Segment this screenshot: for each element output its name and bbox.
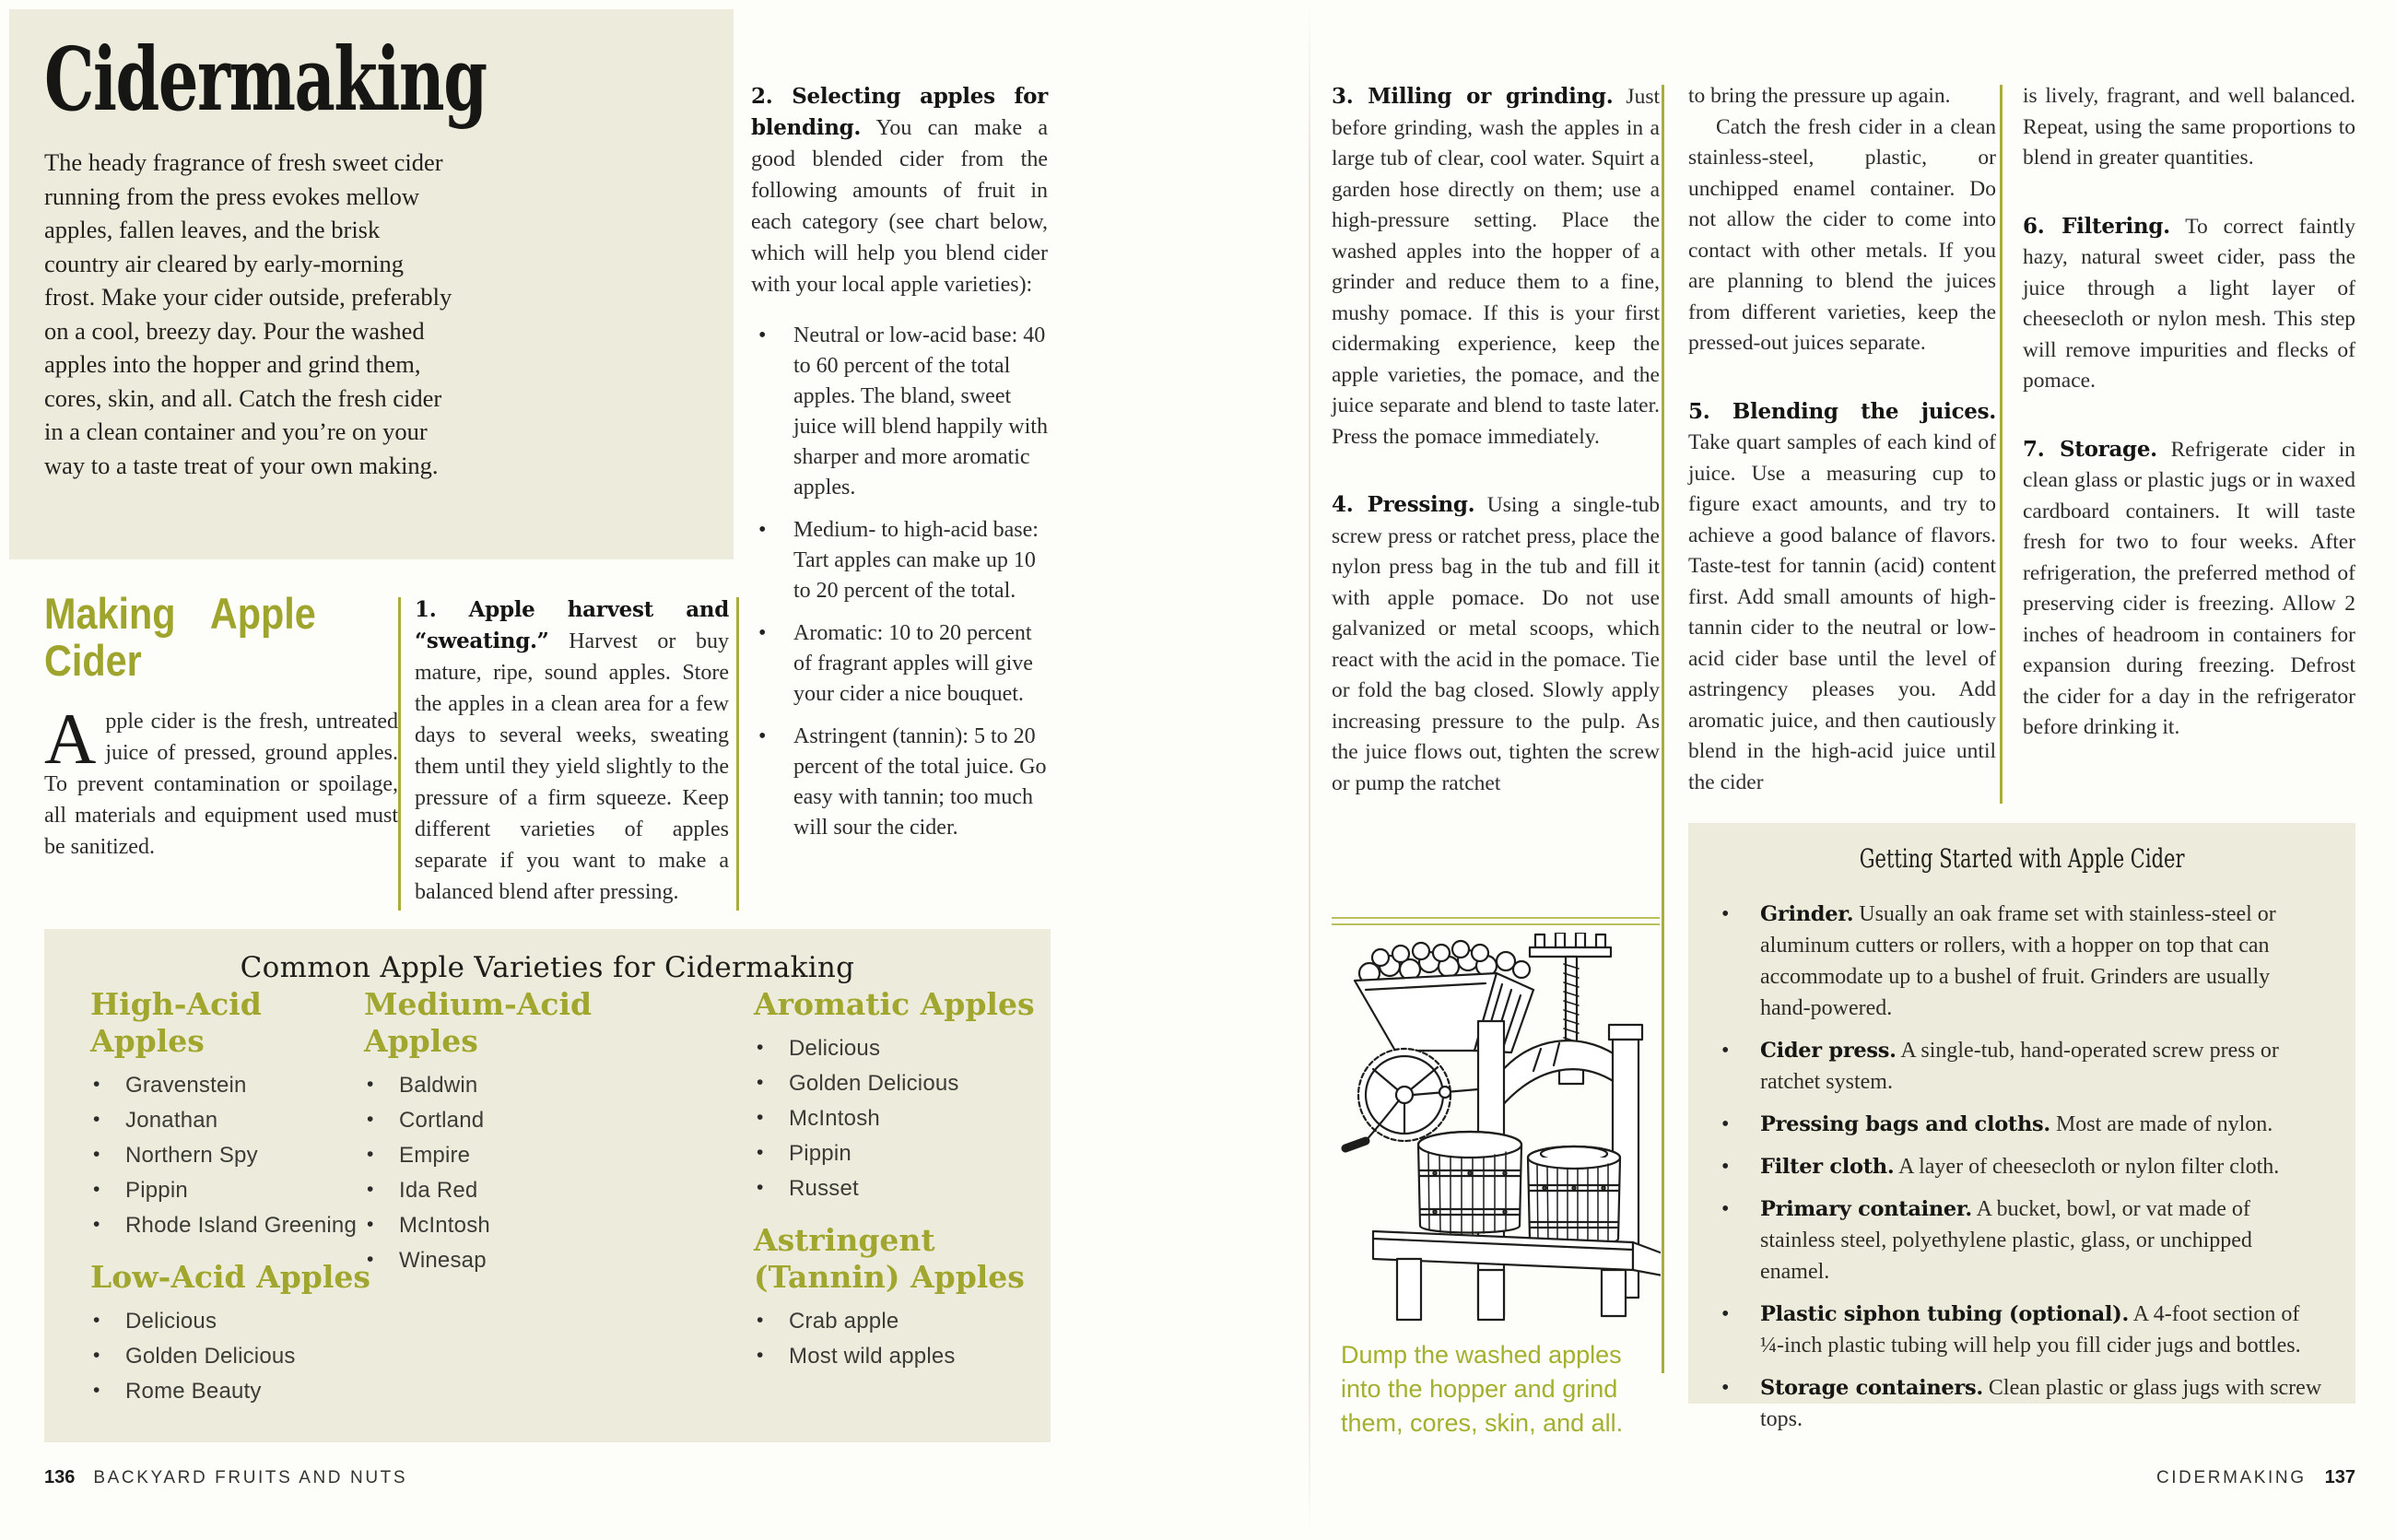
making-body-text: pple cider is the fresh, untreated juice of pressed, ground apples. To prevent contamination or spoilage, all materials and equipment used must be sanitized.	[44, 710, 398, 859]
drop-cap: A	[44, 699, 97, 779]
step-6-paragraph	[2023, 211, 2355, 397]
list-item: • Cortland	[364, 1110, 594, 1132]
varieties-column-2	[364, 986, 594, 1294]
cider-press-drawing	[1338, 933, 1661, 1331]
equipment-lead: Pressing bags and cloths.	[1760, 1112, 2050, 1136]
blend-ratio-list	[751, 321, 1048, 843]
medium-acid-list	[364, 1075, 594, 1272]
varieties-column-3	[754, 986, 1041, 1390]
column-step-1	[415, 594, 729, 908]
list-item: • Rome Beauty	[90, 1381, 376, 1403]
list-item: • Russet	[754, 1178, 1041, 1200]
list-item: • Astringent (tannin): 5 to 20 percent of the total juice. Go easy with tannin; too much will sour the cider.	[751, 722, 1048, 843]
list-item: • Pippin	[90, 1180, 376, 1202]
chapter-title: Cidermaking	[44, 29, 487, 131]
varieties-head-aromatic: Aromatic Apples	[754, 986, 1035, 1022]
high-acid-list	[90, 1075, 376, 1237]
list-item: • Aromatic: 10 to 20 percent of fragrant apples will give your cider a nice bouquet.	[751, 618, 1048, 710]
step-4-lead: 4. Pressing.	[1332, 492, 1475, 517]
left-page-footer	[44, 1467, 407, 1488]
equipment-text: A bucket, bowl, or vat made of stainless steel, polyethylene plastic, glass, or unchipped enamel.	[1760, 1197, 2252, 1284]
catch-cider-paragraph: Catch the fresh cider in a clean stainless-steel, plastic, or unchipped enamel container. Do not allow the cider to come into contact with other metals. If you are planning to blend the juices from different varieties, keep the pressed-out juices separate.	[1688, 114, 1996, 355]
step-5-paragraph	[1688, 396, 1996, 799]
chapter-intro-text: The heady fragrance of fresh sweet cider running from the press evokes mellow apples, fallen leaves, and the brisk country air cleared by early-morning frost. Make your cider outside, preferably on a cool, breezy day. Pour the washed apples into the hopper and grind them, cores, skin, and all. Catch the fresh cider in a clean container and you’re on your way to a taste treat of your own making.	[44, 148, 452, 479]
illustration-caption: Dump the washed apples into the hopper and grind them, cores, skin, and all.	[1341, 1341, 1624, 1437]
equipment-text: Most are made of nylon.	[2055, 1112, 2273, 1136]
list-item: • Pippin	[754, 1143, 1041, 1165]
list-item: • Baldwin	[364, 1075, 594, 1097]
equipment-lead: Grinder.	[1760, 902, 1854, 926]
list-item: • Gravenstein	[90, 1075, 376, 1097]
varieties-column-1	[90, 986, 376, 1425]
step-6-body: To correct faintly hazy, natural sweet cider, pass the juice through a light layer of cheesecloth or nylon mesh. This step will remove impurities and flecks of pomace.	[2023, 214, 2355, 393]
varieties-head-high-acid: High-Acid Apples	[90, 986, 262, 1059]
varieties-title: Common Apple Varieties for Cidermaking	[240, 951, 855, 984]
step-1-lead: 1. Apple harvest and “sweating.”	[415, 597, 729, 653]
running-head: CIDERMAKING	[2155, 1468, 2307, 1487]
step-3-paragraph	[1332, 81, 1660, 453]
apple-varieties-panel	[44, 929, 1051, 1442]
getting-started-panel	[1688, 823, 2355, 1431]
list-item: • Golden Delicious	[754, 1073, 1041, 1095]
step-7-body: Refrigerate cider in clean glass or plastic jugs or in waxed cardboard containers. It will taste fresh for two to four weeks. After refrigeration, the preferred method of preserving cider is freezing. Allow 2 inches of headroom in containers for expansion during freezing. Defrost the cider for a day in the refrigerator before drinking it.	[2023, 437, 2355, 739]
running-head: BACKYARD FRUITS AND NUTS	[93, 1468, 408, 1487]
varieties-head-astringent: Astringent (Tannin) Apples	[754, 1222, 1025, 1295]
list-item: • Golden Delicious	[90, 1346, 376, 1368]
list-item: • Winesap	[364, 1250, 594, 1272]
astringent-list	[754, 1311, 1041, 1368]
column-rule	[398, 597, 401, 911]
equipment-lead: Cider press.	[1760, 1039, 1897, 1063]
page-gutter-divider	[1309, 0, 1310, 1540]
aromatic-list	[754, 1038, 1041, 1200]
column-steps-3-4	[1332, 81, 1660, 799]
list-item: • Empire	[364, 1145, 594, 1167]
step-2-lead: 2. Selecting apples for blending.	[751, 84, 1048, 140]
illustration-divider-rule	[1332, 917, 1660, 925]
list-item: • Most wild apples	[754, 1346, 1041, 1368]
equipment-text: Clean plastic or glass jugs with screw tops.	[1760, 1376, 2322, 1431]
step-7-lead: 7. Storage.	[2023, 436, 2157, 462]
section-heading: Making Apple Cider	[44, 589, 316, 685]
getting-started-title-text: Getting Started with Apple Cider	[1859, 843, 2185, 874]
equipment-text: A 4-foot section of ¼-inch plastic tubing will help you fill cider jugs and bottles.	[1760, 1302, 2301, 1358]
step-5-lead: 5. Blending the juices.	[1688, 398, 1996, 424]
step-4-body: Using a single-tub screw press or ratchet press, place the nylon press bag in the tub and fill it with apple pomace. Do not use galvanized or metal scoops, which react with the acid in the pomace. Tie or fold the bag closed. Slowly apply increasing pressure to the pulp. As the juice flows out, tighten the screw or pump the ratchet	[1332, 493, 1660, 795]
step-6-lead: 6. Filtering.	[2023, 213, 2170, 239]
varieties-head-medium-acid: Medium-Acid Apples	[364, 986, 593, 1059]
equipment-lead: Storage containers.	[1760, 1376, 1983, 1400]
continuation-text: is lively, fragrant, and well balanced. Repeat, using the same proportions to blend in greater quantities.	[2023, 84, 2355, 170]
list-item	[1760, 1109, 2324, 1140]
equipment-text: A single-tub, hand-operated screw press or ratchet system.	[1760, 1039, 2279, 1094]
column-making-apple-cider	[44, 590, 398, 863]
list-item: • Delicious	[90, 1311, 376, 1333]
right-page-footer	[2156, 1467, 2355, 1488]
column-step-2	[751, 81, 1048, 855]
list-item	[1760, 1035, 2324, 1098]
page-number: 137	[2324, 1467, 2355, 1487]
step-1-paragraph	[415, 594, 729, 908]
step-3-lead: 3. Milling or grinding.	[1332, 84, 1614, 109]
step-1-body: Harvest or buy mature, ripe, sound apples. Store the apples in a clean area for a few days to several weeks, sweating them until they yield slightly to the pressure of a firm squeeze. Keep different varieties of apples separate if you want to make a balanced blend after pressing.	[415, 629, 729, 904]
equipment-lead: Primary container.	[1760, 1197, 1972, 1221]
step-2-body: You can make a good blended cider from the following amounts of fruit in each category (see chart below, which will help you blend cider with your local apple varieties):	[751, 116, 1049, 297]
step-7-paragraph	[2023, 434, 2355, 744]
varieties-head-low-acid: Low-Acid Apples	[90, 1259, 370, 1295]
list-item: • Neutral or low-acid base: 40 to 60 percent of the total apples. The bland, sweet juice will blend happily with sharper and more aromatic apples.	[751, 321, 1048, 503]
equipment-list	[1760, 899, 2324, 1446]
list-item	[1760, 899, 2324, 1024]
getting-started-title	[1688, 843, 2355, 874]
equipment-lead: Filter cloth.	[1760, 1155, 1895, 1179]
list-item: • Medium- to high-acid base: Tart apples can make up 10 to 20 percent of the total.	[751, 515, 1048, 606]
column-rule	[736, 597, 739, 911]
step-5-body: Take quart samples of each kind of juice. Use a measuring cup to figure exact amounts, and try to achieve a good balance of flavors. Taste-test for tannin (acid) content first. Add small amounts of high-tannin cider to the neutral or low-acid cider base until the level of astringency pleases you. Add aromatic juice, and then cautiously blend in the high-acid juice until the cider	[1688, 430, 1996, 794]
column-rule	[2000, 85, 2003, 804]
list-item	[1760, 1372, 2324, 1435]
equipment-text: A layer of cheesecloth or nylon filter cloth.	[1898, 1155, 2280, 1179]
list-item: • Delicious	[754, 1038, 1041, 1060]
column-rule	[1662, 85, 1664, 1373]
step-4-paragraph	[1332, 489, 1660, 799]
list-item	[1760, 1151, 2324, 1182]
page-number: 136	[44, 1467, 76, 1487]
list-item	[1760, 1299, 2324, 1361]
list-item: • Rhode Island Greening	[90, 1215, 376, 1237]
list-item: • Northern Spy	[90, 1145, 376, 1167]
equipment-lead: Plastic siphon tubing (optional).	[1760, 1302, 2130, 1326]
making-paragraph	[44, 699, 398, 863]
list-item: • McIntosh	[754, 1108, 1041, 1130]
step-2-paragraph	[751, 81, 1048, 300]
column-steps-6-7	[2023, 81, 2355, 744]
cider-press-illustration	[1338, 933, 1661, 1331]
continuation-text: to bring the pressure up again.	[1688, 84, 1951, 108]
chapter-intro-panel	[9, 9, 734, 559]
list-item	[1760, 1193, 2324, 1287]
list-item: • McIntosh	[364, 1215, 594, 1237]
list-item: • Ida Red	[364, 1180, 594, 1202]
low-acid-list	[90, 1311, 376, 1403]
column-step-5	[1688, 81, 1996, 798]
list-item: • Jonathan	[90, 1110, 376, 1132]
equipment-text: Usually an oak frame set with stainless-steel or aluminum cutters or rollers, with a hopper on top that can accommodate up to a bushel of fruit. Grinders are usually hand-powered.	[1760, 902, 2276, 1020]
step-3-body: Just before grinding, wash the apples in a large tub of clear, cool water. Squirt a garden hose directly on them; use a high-pressure setting. Place the washed apples into the hopper of a grinder and reduce them to a fine, mushy pomace. If this is your first cidermaking experience, keep the apple varieties, the pomace, and the juice separate and blend to taste later. Press the pomace immediately.	[1332, 85, 1660, 449]
list-item: • Crab apple	[754, 1311, 1041, 1333]
